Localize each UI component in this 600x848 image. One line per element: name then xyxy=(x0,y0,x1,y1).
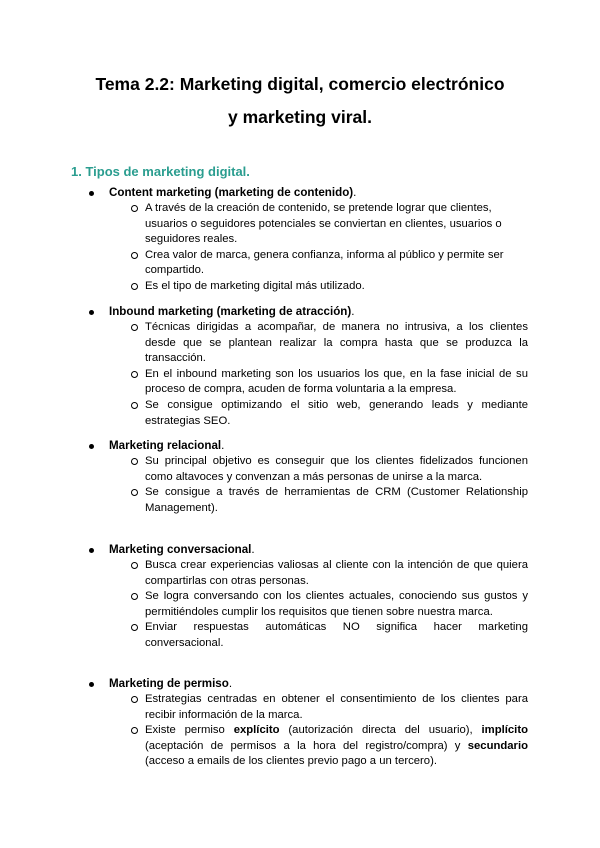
circle-bullet-icon xyxy=(131,252,138,259)
text-run: (acceso a emails de los clientes previo pago a un tercero). xyxy=(145,755,437,768)
sub-item xyxy=(0,692,600,723)
list-item-content-marketing xyxy=(0,185,600,295)
sub-list xyxy=(0,320,600,429)
sub-list xyxy=(0,454,600,516)
sub-item xyxy=(0,279,600,295)
sub-item-text-permission-types xyxy=(145,723,528,770)
sub-item xyxy=(0,485,600,516)
circle-bullet-icon xyxy=(131,696,138,703)
sub-item-text: Es el tipo de marketing digital más utilizado. xyxy=(145,279,365,292)
item-title: Marketing conversacional xyxy=(109,543,252,556)
bullet-icon xyxy=(89,310,94,315)
item-title-suffix: . xyxy=(228,677,233,690)
bullet-icon xyxy=(89,444,94,449)
sub-item xyxy=(0,367,600,398)
item-title: Marketing de permiso xyxy=(109,677,229,690)
bullet-icon xyxy=(89,191,94,196)
item-title: Inbound marketing (marketing de atracción) xyxy=(109,305,352,318)
sub-item-text: Su principal objetivo es conseguir que los clientes fidelizados funcionen como altavoces y convenzan a más personas de unirse a la marca. xyxy=(145,455,528,483)
circle-bullet-icon xyxy=(131,205,138,212)
sub-item xyxy=(0,454,600,485)
text-run: (aceptación de permisos a la hora del registro/compra) y xyxy=(145,739,468,752)
item-title-suffix: . xyxy=(221,439,225,452)
sub-list xyxy=(0,558,600,652)
sub-item-text: En el inbound marketing son los usuarios los que, en la fase inicial de su proceso de compra, acuden de forma voluntaria a la empresa. xyxy=(145,367,528,396)
sub-item-text: A través de la creación de contenido, se pretende lograr que clientes, usuarios o seguidores potenciales se conviertan en clientes, usuarios o seguidores reales. xyxy=(145,202,502,246)
circle-bullet-icon xyxy=(131,458,138,465)
section-heading: 1. Tipos de marketing digital. xyxy=(71,164,250,179)
bullet-icon xyxy=(89,548,94,553)
sub-item-text: Se logra conversando con los clientes actuales, conociendo sus gustos y permitiéndoles cumplir los requisitos que tienen sobre nuestra marca. xyxy=(145,590,528,618)
item-title-suffix: . xyxy=(351,305,355,318)
sub-item xyxy=(0,398,600,429)
list-item-inbound-marketing xyxy=(0,304,600,429)
sub-item xyxy=(0,248,600,279)
sub-item xyxy=(0,723,600,770)
circle-bullet-icon xyxy=(131,489,138,496)
bold-term-implicito: implícito xyxy=(481,724,528,737)
bold-term-secundario: secundario xyxy=(467,739,528,752)
circle-bullet-icon xyxy=(131,324,138,331)
document-title-line-2: y marketing viral. xyxy=(228,107,372,127)
sub-item xyxy=(0,558,600,589)
item-title-suffix: . xyxy=(353,186,357,199)
list-item-marketing-relacional xyxy=(0,438,600,516)
circle-bullet-icon xyxy=(131,593,138,600)
item-title: Marketing relacional xyxy=(109,439,222,452)
circle-bullet-icon xyxy=(131,624,138,631)
sub-item-text: Se consigue a través de herramientas de CRM (Customer Relationship Management). xyxy=(145,486,528,514)
sub-item-text: Enviar respuestas automáticas NO significa hacer marketing conversacional. xyxy=(145,621,528,649)
sub-item-text: Estrategias centradas en obtener el consentimiento de los clientes para recibir información de la marca. xyxy=(145,693,528,721)
sub-item-text: Busca crear experiencias valiosas al cliente con la intención de que quiera compartirlas con otras personas. xyxy=(145,559,528,587)
sub-item-text: Se consigue optimizando el sitio web, generando leads y mediante estrategias SEO. xyxy=(145,398,528,427)
list-item-marketing-de-permiso xyxy=(0,676,600,770)
sub-list xyxy=(0,201,600,295)
item-title: Content marketing (marketing de contenido) xyxy=(109,186,354,199)
sub-item-text: Técnicas dirigidas a acompañar, de manera no intrusiva, a los clientes desde que se plantean realizar la compra hasta que se produzca la transacción. xyxy=(145,321,528,365)
sub-item xyxy=(0,620,600,651)
text-run: Existe permiso xyxy=(145,724,234,737)
sub-list xyxy=(0,692,600,770)
sub-item-text: Crea valor de marca, genera confianza, informa al público y permite ser compartido. xyxy=(145,248,504,277)
item-title-suffix: . xyxy=(251,543,255,556)
bullet-icon xyxy=(89,682,94,687)
sub-item xyxy=(0,589,600,620)
sub-item xyxy=(0,201,600,248)
circle-bullet-icon xyxy=(131,562,138,569)
text-run: (autorización directa del usuario), xyxy=(279,724,482,737)
circle-bullet-icon xyxy=(131,727,138,734)
document-title-line-1: Tema 2.2: Marketing digital, comercio electrónico xyxy=(95,74,505,94)
sub-item xyxy=(0,320,600,367)
list-item-marketing-conversacional xyxy=(0,542,600,652)
circle-bullet-icon xyxy=(131,402,138,409)
bold-term-explicito: explícito xyxy=(233,724,280,737)
circle-bullet-icon xyxy=(131,371,138,378)
circle-bullet-icon xyxy=(131,283,138,290)
